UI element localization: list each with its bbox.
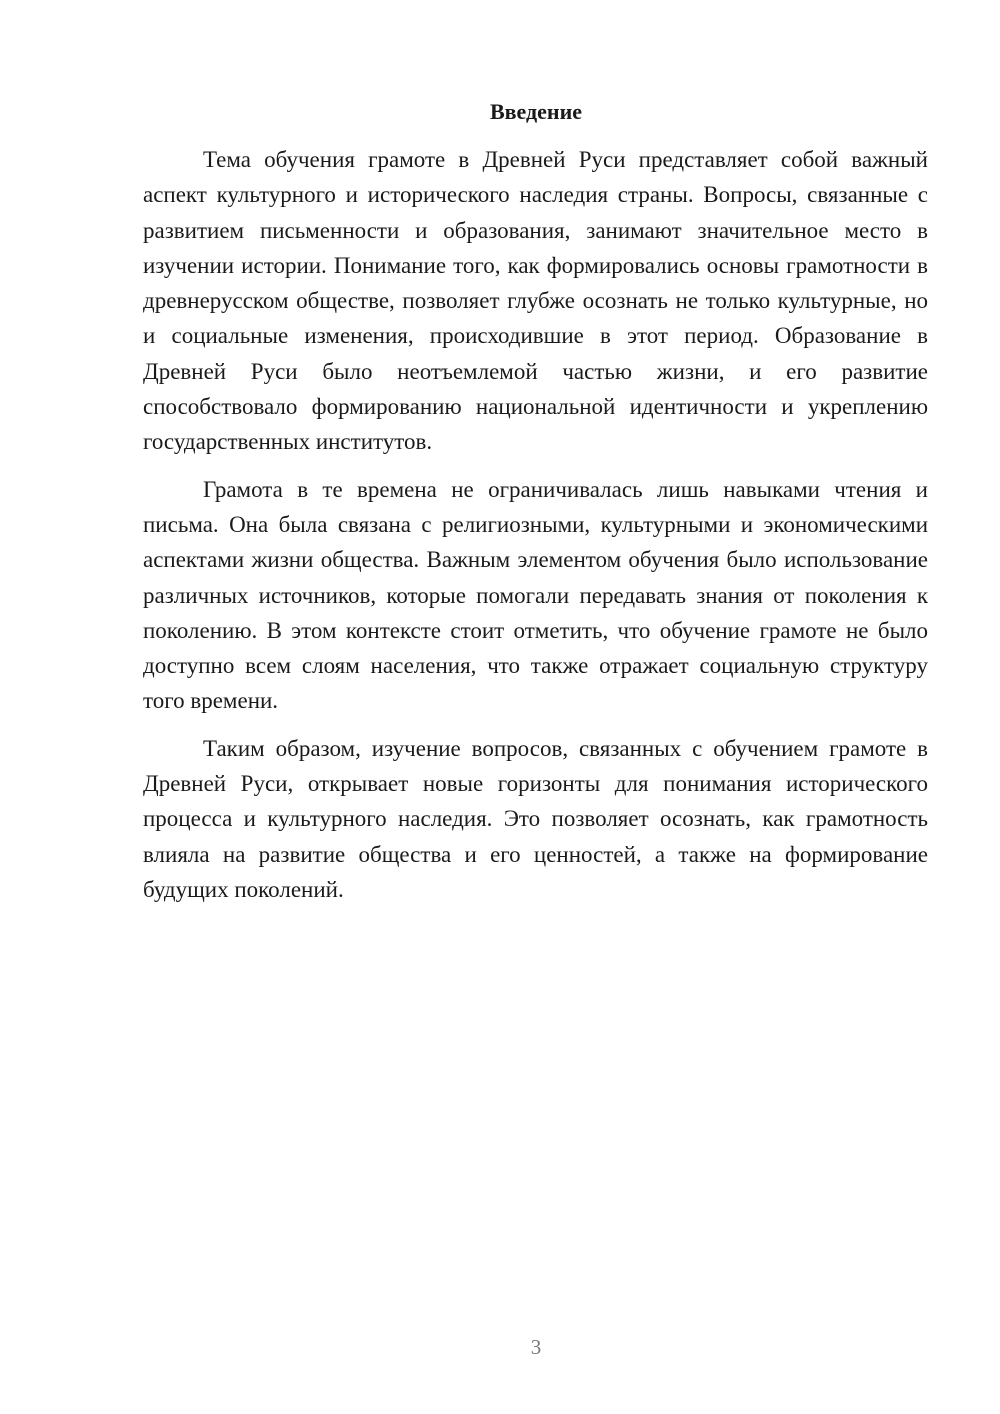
page-number: 3	[530, 1335, 542, 1359]
body-text	[143, 142, 928, 919]
paragraph-3: Таким образом, изучение вопросов, связанных с обучением грамоте в Древней Руси, открывает новые горизонты для понимания исторического процесса и культурного наследия. Это позволяет осознать, как грамотность влияла на развитие общества и его ценностей, а также на формирование будущих поколений.	[143, 735, 928, 902]
paragraph-1: Тема обучения грамоте в Древней Руси представляет собой важный аспект культурного и исторического наследия страны. Вопросы, связанные с развитием письменности и образования, занимают значительное место в изучении истории. Понимание того, как формировались основы грамотности в древнерусском обществе, позволяет глубже осознать не только культурные, но и социальные изменения, происходившие в этот период. Образование в Древней Руси было неотъемлемой частью жизни, и его развитие способствовало формированию национальной идентичности и укреплению государственных институтов.	[143, 147, 928, 455]
paragraph-2: Грамота в те времена не ограничивалась лишь навыками чтения и письма. Она была связана с религиозными, культурными и экономическими аспектами жизни общества. Важным элементом обучения было использование различных источников, которые помогали передавать знания от поколения к поколению. В этом контексте стоит отметить, что обучение грамоте не было доступно всем слоям населения, что также отражает социальную структуру того времени.	[143, 476, 928, 714]
section-heading: Введение	[489, 99, 583, 124]
